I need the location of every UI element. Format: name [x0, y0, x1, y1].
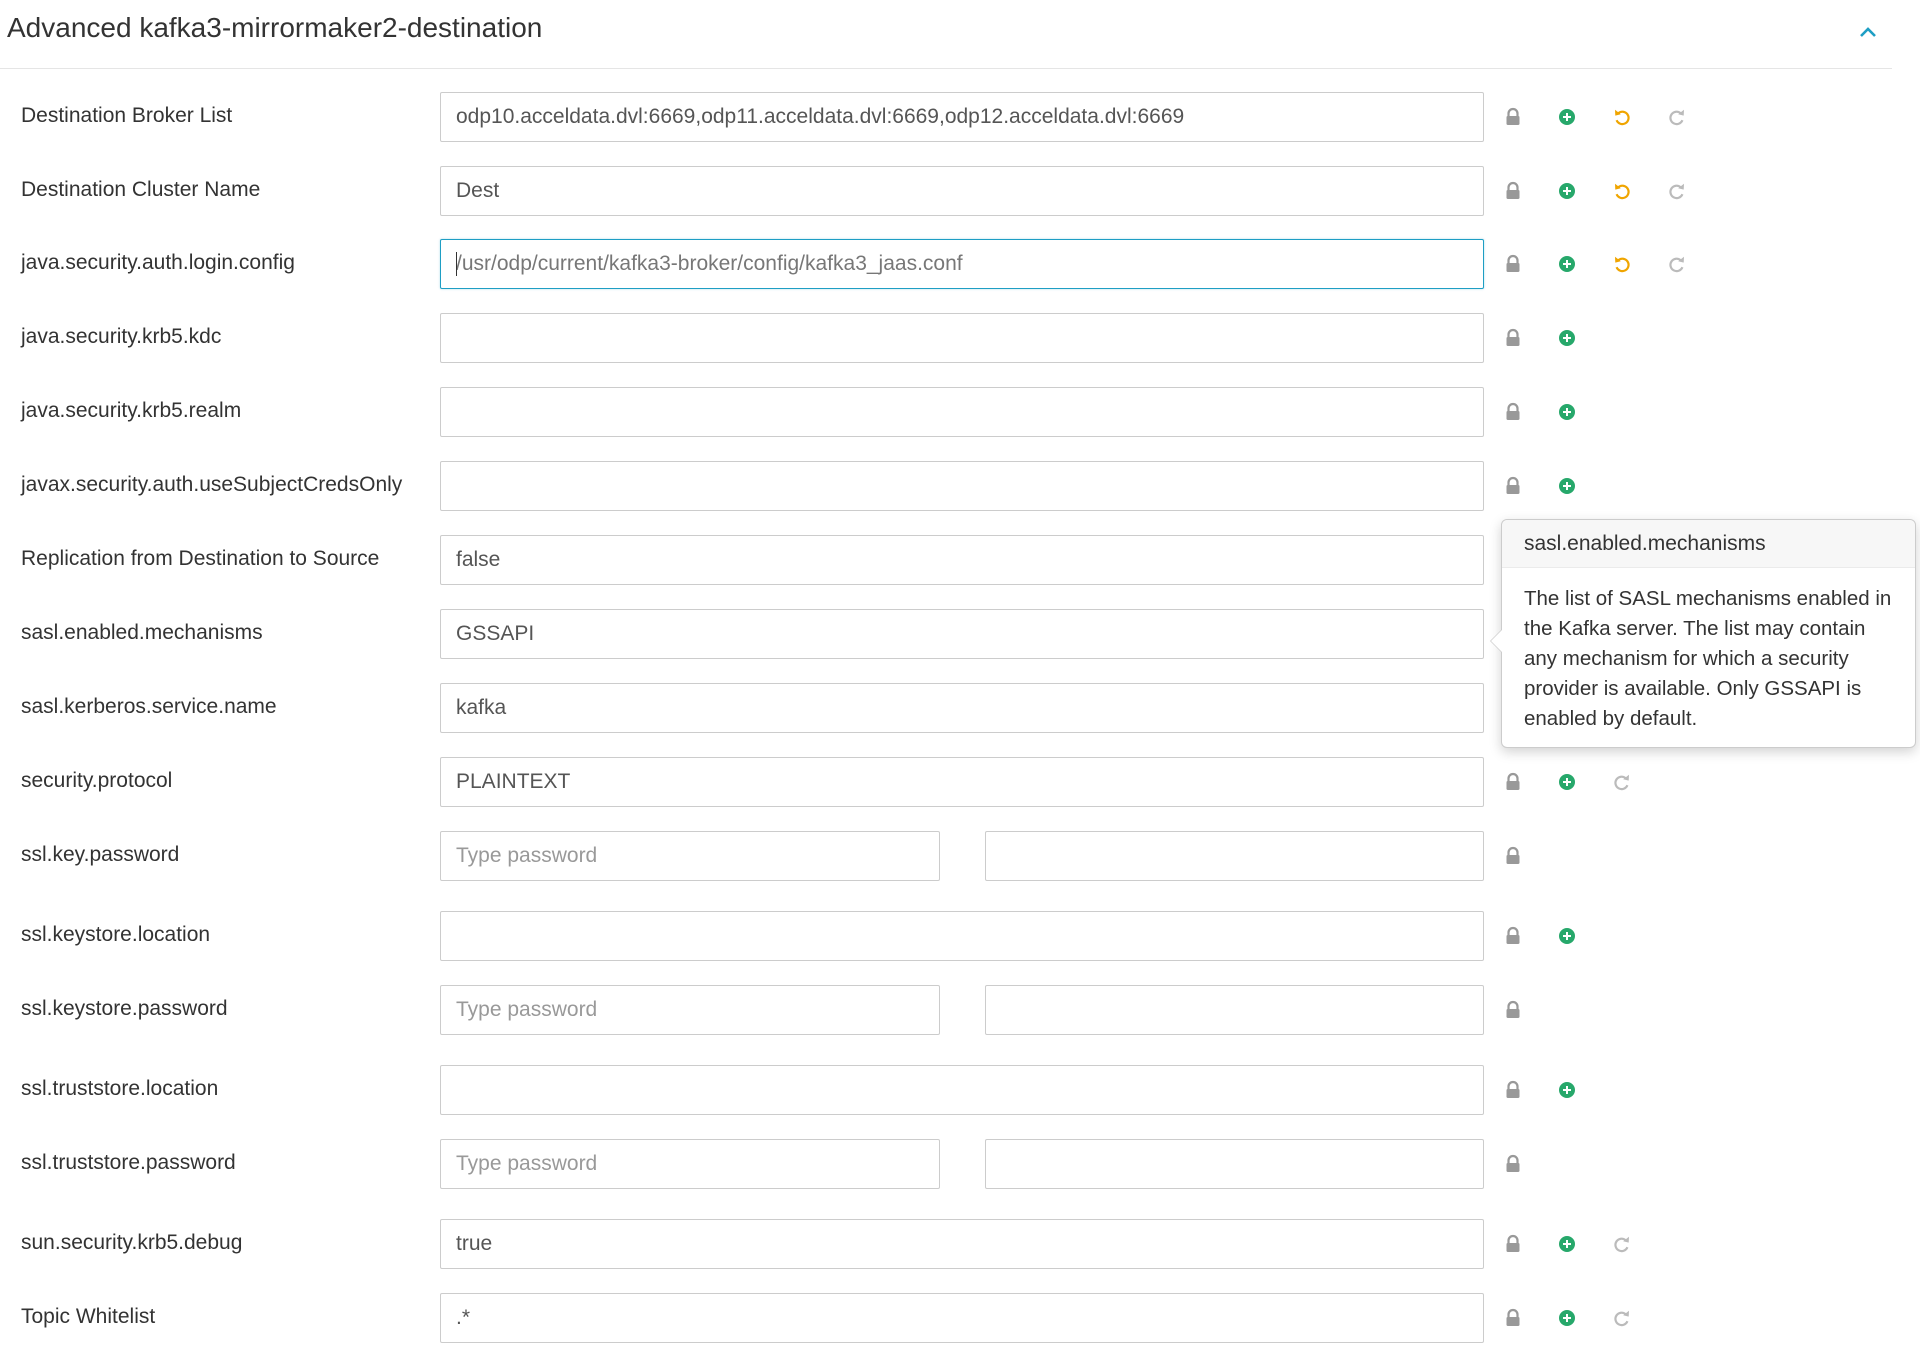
redo-icon[interactable]	[1665, 252, 1689, 276]
lock-icon	[1501, 326, 1525, 350]
plus-circle-icon[interactable]	[1555, 105, 1579, 129]
plus-circle-icon[interactable]	[1555, 326, 1579, 350]
field-label: ssl.truststore.password	[21, 1151, 236, 1174]
field-label: Destination Cluster Name	[21, 178, 261, 201]
field-label: javax.security.auth.useSubjectCredsOnly	[21, 473, 403, 496]
popover-arrow	[1490, 629, 1502, 653]
field-label: Destination Broker List	[21, 104, 233, 127]
config-row-ssl-keystore-location	[0, 911, 1892, 963]
ssl-keystore-location-input[interactable]	[440, 911, 1484, 961]
javax-security-auth-use-subject-creds-only-input[interactable]	[440, 461, 1484, 511]
field-label: Topic Whitelist	[21, 1305, 156, 1328]
config-row-java-security-krb5-kdc	[0, 313, 1892, 365]
config-row-ssl-truststore-password	[0, 1139, 1892, 1191]
field-label: sasl.kerberos.service.name	[21, 695, 277, 718]
lock-icon	[1501, 1306, 1525, 1330]
redo-icon[interactable]	[1610, 1232, 1634, 1256]
config-row-ssl-key-password	[0, 831, 1892, 883]
panel-title: Advanced kafka3-mirrormaker2-destination	[7, 12, 543, 43]
config-row-destination-cluster-name	[0, 166, 1892, 218]
replication-from-destination-to-source-input[interactable]	[440, 535, 1484, 585]
lock-icon	[1501, 474, 1525, 498]
redo-icon[interactable]	[1610, 1306, 1634, 1330]
plus-circle-icon[interactable]	[1555, 474, 1579, 498]
sasl-kerberos-service-name-input[interactable]	[440, 683, 1484, 733]
plus-circle-icon[interactable]	[1555, 1078, 1579, 1102]
ssl-key-password-input[interactable]	[440, 831, 940, 881]
field-label: ssl.keystore.password	[21, 997, 228, 1020]
field-label: java.security.krb5.realm	[21, 399, 242, 422]
redo-icon[interactable]	[1610, 770, 1634, 794]
config-row-java-security-auth-login-config	[0, 239, 1892, 291]
config-row-destination-broker-list	[0, 92, 1892, 144]
field-label: ssl.key.password	[21, 843, 180, 866]
ssl-truststore-location-input[interactable]	[440, 1065, 1484, 1115]
security-protocol-input[interactable]	[440, 757, 1484, 807]
java-security-auth-login-config-input[interactable]	[440, 239, 1484, 289]
java-security-krb5-realm-input[interactable]	[440, 387, 1484, 437]
java-security-krb5-kdc-input[interactable]	[440, 313, 1484, 363]
chevron-up-icon[interactable]	[1852, 16, 1884, 48]
config-row-ssl-keystore-password	[0, 985, 1892, 1037]
undo-icon[interactable]	[1610, 105, 1634, 129]
ssl-keystore-password-input[interactable]	[440, 985, 940, 1035]
plus-circle-icon[interactable]	[1555, 179, 1579, 203]
plus-circle-icon[interactable]	[1555, 1232, 1579, 1256]
config-row-java-security-krb5-realm	[0, 387, 1892, 439]
popover-title: sasl.enabled.mechanisms	[1502, 520, 1915, 568]
undo-icon[interactable]	[1610, 179, 1634, 203]
lock-icon	[1501, 1152, 1525, 1176]
field-label: Replication from Destination to Source	[21, 547, 380, 570]
plus-circle-icon[interactable]	[1555, 770, 1579, 794]
sasl-enabled-mechanisms-input[interactable]	[440, 609, 1484, 659]
destination-cluster-name-input[interactable]	[440, 166, 1484, 216]
popover-body: The list of SASL mechanisms enabled in the Kafka server. The list may contain any mechanism for which a security provider is available. Only GSSAPI is enabled by default.	[1524, 587, 1892, 730]
ssl-keystore-password-confirm-input[interactable]	[985, 985, 1484, 1035]
redo-icon[interactable]	[1665, 179, 1689, 203]
plus-circle-icon[interactable]	[1555, 400, 1579, 424]
topic-whitelist-input[interactable]	[440, 1293, 1484, 1343]
lock-icon	[1501, 252, 1525, 276]
lock-icon	[1501, 1078, 1525, 1102]
lock-icon	[1501, 924, 1525, 948]
field-label: ssl.keystore.location	[21, 923, 211, 946]
field-label: java.security.auth.login.config	[21, 251, 295, 274]
field-label: java.security.krb5.kdc	[21, 325, 222, 348]
field-label: sun.security.krb5.debug	[21, 1231, 243, 1254]
lock-icon	[1501, 179, 1525, 203]
text-cursor	[456, 252, 457, 276]
config-row-topic-whitelist	[0, 1293, 1892, 1345]
sun-security-krb5-debug-input[interactable]	[440, 1219, 1484, 1269]
ssl-key-password-confirm-input[interactable]	[985, 831, 1484, 881]
ssl-truststore-password-confirm-input[interactable]	[985, 1139, 1484, 1189]
lock-icon	[1501, 770, 1525, 794]
field-label: ssl.truststore.location	[21, 1077, 219, 1100]
lock-icon	[1501, 1232, 1525, 1256]
ssl-truststore-password-input[interactable]	[440, 1139, 940, 1189]
lock-icon	[1501, 844, 1525, 868]
config-row-sun-security-krb5-debug	[0, 1219, 1892, 1271]
field-label: sasl.enabled.mechanisms	[21, 621, 263, 644]
panel-header	[0, 0, 1892, 69]
config-row-security-protocol	[0, 757, 1892, 809]
plus-circle-icon[interactable]	[1555, 252, 1579, 276]
property-description-popover	[1501, 519, 1916, 748]
redo-icon[interactable]	[1665, 105, 1689, 129]
plus-circle-icon[interactable]	[1555, 1306, 1579, 1330]
lock-icon	[1501, 400, 1525, 424]
destination-broker-list-input[interactable]	[440, 92, 1484, 142]
undo-icon[interactable]	[1610, 252, 1634, 276]
field-label: security.protocol	[21, 769, 173, 792]
plus-circle-icon[interactable]	[1555, 924, 1579, 948]
lock-icon	[1501, 998, 1525, 1022]
config-row-javax-security-auth-use-subject-creds-only	[0, 461, 1892, 513]
lock-icon	[1501, 105, 1525, 129]
config-row-ssl-truststore-location	[0, 1065, 1892, 1117]
